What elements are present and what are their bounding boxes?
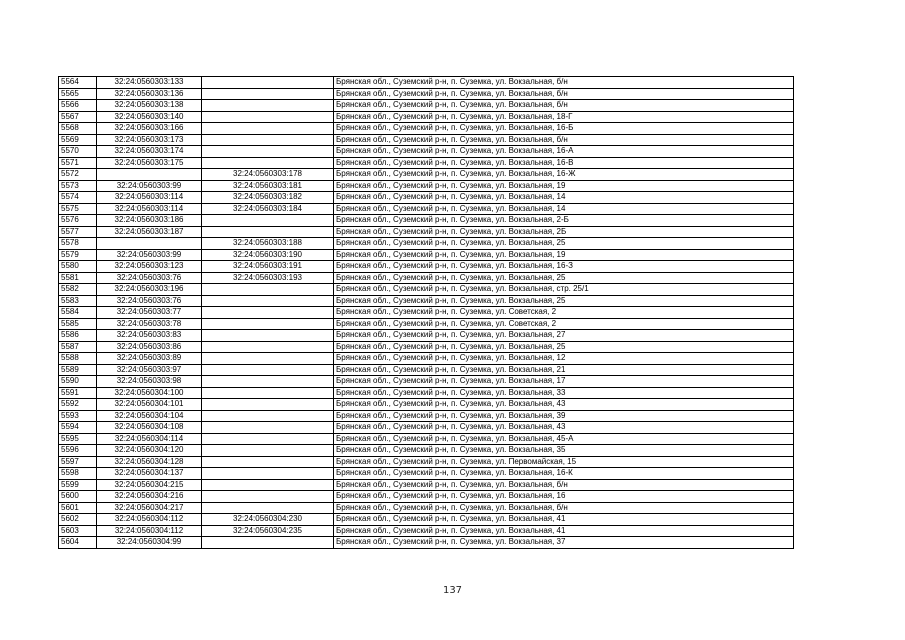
row-number-cell: 5578 — [59, 238, 97, 250]
table-row — [59, 364, 794, 376]
row-number-cell: 5592 — [59, 399, 97, 411]
table-row — [59, 445, 794, 457]
cadastral-number-cell: 32:24:0560303:186 — [97, 215, 202, 227]
address-cell: Брянская обл., Суземский р-н, п. Суземка, ул. Вокзальная, б/н — [334, 77, 794, 89]
address-cell: Брянская обл., Суземский р-н, п. Суземка, ул. Вокзальная, б/н — [334, 88, 794, 100]
linked-cadastral-number-cell — [202, 341, 334, 353]
registry-table-body — [59, 77, 794, 549]
linked-cadastral-number-cell: 32:24:0560303:184 — [202, 203, 334, 215]
row-number-cell: 5573 — [59, 180, 97, 192]
address-cell: Брянская обл., Суземский р-н, п. Суземка, ул. Вокзальная, 16-Ж — [334, 169, 794, 181]
address-cell: Брянская обл., Суземский р-н, п. Суземка, ул. Вокзальная, 25 — [334, 341, 794, 353]
address-cell: Брянская обл., Суземский р-н, п. Суземка, ул. Вокзальная, 16-А — [334, 146, 794, 158]
table-row — [59, 353, 794, 365]
cadastral-number-cell: 32:24:0560304:112 — [97, 525, 202, 537]
cadastral-number-cell: 32:24:0560303:123 — [97, 261, 202, 273]
cadastral-number-cell: 32:24:0560303:83 — [97, 330, 202, 342]
address-cell: Брянская обл., Суземский р-н, п. Суземка, ул. Вокзальная, 14 — [334, 203, 794, 215]
linked-cadastral-number-cell: 32:24:0560304:230 — [202, 514, 334, 526]
cadastral-number-cell: 32:24:0560303:196 — [97, 284, 202, 296]
row-number-cell: 5597 — [59, 456, 97, 468]
row-number-cell: 5579 — [59, 249, 97, 261]
table-row — [59, 525, 794, 537]
address-cell: Брянская обл., Суземский р-н, п. Суземка, ул. Вокзальная, 25 — [334, 272, 794, 284]
row-number-cell: 5598 — [59, 468, 97, 480]
linked-cadastral-number-cell: 32:24:0560303:191 — [202, 261, 334, 273]
address-cell: Брянская обл., Суземский р-н, п. Суземка, ул. Вокзальная, 27 — [334, 330, 794, 342]
address-cell: Брянская обл., Суземский р-н, п. Суземка, ул. Вокзальная, б/н — [334, 100, 794, 112]
row-number-cell: 5589 — [59, 364, 97, 376]
address-cell: Брянская обл., Суземский р-н, п. Суземка, ул. Вокзальная, 14 — [334, 192, 794, 204]
address-cell: Брянская обл., Суземский р-н, п. Суземка, ул. Вокзальная, 18-Г — [334, 111, 794, 123]
address-cell: Брянская обл., Суземский р-н, п. Суземка, ул. Советская, 2 — [334, 318, 794, 330]
address-cell: Брянская обл., Суземский р-н, п. Суземка, ул. Вокзальная, 43 — [334, 422, 794, 434]
cadastral-number-cell: 32:24:0560303:97 — [97, 364, 202, 376]
address-cell: Брянская обл., Суземский р-н, п. Суземка, ул. Вокзальная, 41 — [334, 525, 794, 537]
cadastral-number-cell: 32:24:0560303:136 — [97, 88, 202, 100]
linked-cadastral-number-cell — [202, 502, 334, 514]
row-number-cell: 5594 — [59, 422, 97, 434]
linked-cadastral-number-cell — [202, 157, 334, 169]
table-row — [59, 295, 794, 307]
row-number-cell: 5604 — [59, 537, 97, 549]
table-row — [59, 410, 794, 422]
cadastral-number-cell: 32:24:0560303:77 — [97, 307, 202, 319]
table-row — [59, 491, 794, 503]
address-cell: Брянская обл., Суземский р-н, п. Суземка, ул. Вокзальная, б/н — [334, 134, 794, 146]
address-cell: Брянская обл., Суземский р-н, п. Суземка, ул. Вокзальная, 17 — [334, 376, 794, 388]
address-cell: Брянская обл., Суземский р-н, п. Суземка, ул. Вокзальная, 16-К — [334, 468, 794, 480]
table-row — [59, 261, 794, 273]
cadastral-number-cell: 32:24:0560304:215 — [97, 479, 202, 491]
table-row — [59, 100, 794, 112]
address-cell: Брянская обл., Суземский р-н, п. Суземка, ул. Вокзальная, 25 — [334, 295, 794, 307]
table-row — [59, 157, 794, 169]
linked-cadastral-number-cell — [202, 226, 334, 238]
table-row — [59, 272, 794, 284]
table-row — [59, 456, 794, 468]
linked-cadastral-number-cell — [202, 77, 334, 89]
address-cell: Брянская обл., Суземский р-н, п. Суземка, ул. Вокзальная, б/н — [334, 502, 794, 514]
table-row — [59, 203, 794, 215]
cadastral-number-cell: 32:24:0560304:216 — [97, 491, 202, 503]
table-row — [59, 169, 794, 181]
table-row — [59, 180, 794, 192]
linked-cadastral-number-cell: 32:24:0560303:190 — [202, 249, 334, 261]
row-number-cell: 5602 — [59, 514, 97, 526]
table-row — [59, 77, 794, 89]
row-number-cell: 5583 — [59, 295, 97, 307]
table-row — [59, 307, 794, 319]
linked-cadastral-number-cell — [202, 111, 334, 123]
cadastral-number-cell: 32:24:0560304:108 — [97, 422, 202, 434]
linked-cadastral-number-cell — [202, 307, 334, 319]
linked-cadastral-number-cell — [202, 445, 334, 457]
table-row — [59, 318, 794, 330]
address-cell: Брянская обл., Суземский р-н, п. Суземка, ул. Первомайская, 15 — [334, 456, 794, 468]
address-cell: Брянская обл., Суземский р-н, п. Суземка, ул. Вокзальная, 21 — [334, 364, 794, 376]
linked-cadastral-number-cell — [202, 364, 334, 376]
address-cell: Брянская обл., Суземский р-н, п. Суземка, ул. Советская, 2 — [334, 307, 794, 319]
cadastral-number-cell — [97, 169, 202, 181]
cadastral-number-cell: 32:24:0560304:120 — [97, 445, 202, 457]
address-cell: Брянская обл., Суземский р-н, п. Суземка, ул. Вокзальная, 19 — [334, 180, 794, 192]
address-cell: Брянская обл., Суземский р-н, п. Суземка, ул. Вокзальная, 2Б — [334, 226, 794, 238]
row-number-cell: 5581 — [59, 272, 97, 284]
address-cell: Брянская обл., Суземский р-н, п. Суземка, ул. Вокзальная, 25 — [334, 238, 794, 250]
linked-cadastral-number-cell — [202, 479, 334, 491]
table-row — [59, 226, 794, 238]
table-row — [59, 387, 794, 399]
linked-cadastral-number-cell — [202, 491, 334, 503]
row-number-cell: 5569 — [59, 134, 97, 146]
row-number-cell: 5591 — [59, 387, 97, 399]
table-row — [59, 111, 794, 123]
row-number-cell: 5567 — [59, 111, 97, 123]
address-cell: Брянская обл., Суземский р-н, п. Суземка, ул. Вокзальная, 16-З — [334, 261, 794, 273]
linked-cadastral-number-cell — [202, 433, 334, 445]
row-number-cell: 5600 — [59, 491, 97, 503]
table-row — [59, 341, 794, 353]
table-row — [59, 215, 794, 227]
table-row — [59, 468, 794, 480]
address-cell: Брянская обл., Суземский р-н, п. Суземка, ул. Вокзальная, 16-Б — [334, 123, 794, 135]
row-number-cell: 5565 — [59, 88, 97, 100]
table-row — [59, 376, 794, 388]
cadastral-number-cell: 32:24:0560304:101 — [97, 399, 202, 411]
cadastral-number-cell: 32:24:0560303:138 — [97, 100, 202, 112]
table-row — [59, 192, 794, 204]
linked-cadastral-number-cell — [202, 330, 334, 342]
linked-cadastral-number-cell — [202, 88, 334, 100]
row-number-cell: 5588 — [59, 353, 97, 365]
cadastral-number-cell: 32:24:0560303:114 — [97, 203, 202, 215]
row-number-cell: 5601 — [59, 502, 97, 514]
address-cell: Брянская обл., Суземский р-н, п. Суземка, ул. Вокзальная, 35 — [334, 445, 794, 457]
cadastral-number-cell: 32:24:0560303:140 — [97, 111, 202, 123]
row-number-cell: 5571 — [59, 157, 97, 169]
cadastral-number-cell: 32:24:0560304:137 — [97, 468, 202, 480]
row-number-cell: 5584 — [59, 307, 97, 319]
row-number-cell: 5568 — [59, 123, 97, 135]
table-row — [59, 238, 794, 250]
linked-cadastral-number-cell — [202, 537, 334, 549]
row-number-cell: 5587 — [59, 341, 97, 353]
linked-cadastral-number-cell: 32:24:0560303:188 — [202, 238, 334, 250]
row-number-cell: 5574 — [59, 192, 97, 204]
row-number-cell: 5603 — [59, 525, 97, 537]
row-number-cell: 5593 — [59, 410, 97, 422]
linked-cadastral-number-cell: 32:24:0560303:193 — [202, 272, 334, 284]
cadastral-number-cell: 32:24:0560303:173 — [97, 134, 202, 146]
table-row — [59, 134, 794, 146]
cadastral-number-cell: 32:24:0560303:99 — [97, 249, 202, 261]
table-row — [59, 284, 794, 296]
linked-cadastral-number-cell — [202, 123, 334, 135]
row-number-cell: 5564 — [59, 77, 97, 89]
linked-cadastral-number-cell — [202, 134, 334, 146]
cadastral-number-cell: 32:24:0560303:78 — [97, 318, 202, 330]
address-cell: Брянская обл., Суземский р-н, п. Суземка, ул. Вокзальная, 41 — [334, 514, 794, 526]
address-cell: Брянская обл., Суземский р-н, п. Суземка, ул. Вокзальная, 43 — [334, 399, 794, 411]
row-number-cell: 5590 — [59, 376, 97, 388]
row-number-cell: 5585 — [59, 318, 97, 330]
cadastral-number-cell: 32:24:0560304:217 — [97, 502, 202, 514]
property-registry-table — [58, 76, 794, 549]
row-number-cell: 5566 — [59, 100, 97, 112]
linked-cadastral-number-cell — [202, 422, 334, 434]
linked-cadastral-number-cell — [202, 376, 334, 388]
cadastral-number-cell: 32:24:0560304:112 — [97, 514, 202, 526]
linked-cadastral-number-cell: 32:24:0560304:235 — [202, 525, 334, 537]
linked-cadastral-number-cell — [202, 284, 334, 296]
address-cell: Брянская обл., Суземский р-н, п. Суземка, ул. Вокзальная, 16 — [334, 491, 794, 503]
linked-cadastral-number-cell — [202, 456, 334, 468]
row-number-cell: 5576 — [59, 215, 97, 227]
table-row — [59, 399, 794, 411]
address-cell: Брянская обл., Суземский р-н, п. Суземка, ул. Вокзальная, б/н — [334, 479, 794, 491]
row-number-cell: 5572 — [59, 169, 97, 181]
address-cell: Брянская обл., Суземский р-н, п. Суземка, ул. Вокзальная, 2-Б — [334, 215, 794, 227]
table-row — [59, 537, 794, 549]
table-row — [59, 422, 794, 434]
linked-cadastral-number-cell — [202, 100, 334, 112]
cadastral-number-cell: 32:24:0560303:175 — [97, 157, 202, 169]
cadastral-number-cell: 32:24:0560304:100 — [97, 387, 202, 399]
row-number-cell: 5582 — [59, 284, 97, 296]
linked-cadastral-number-cell — [202, 399, 334, 411]
cadastral-number-cell: 32:24:0560303:76 — [97, 295, 202, 307]
table-row — [59, 330, 794, 342]
table-row — [59, 146, 794, 158]
cadastral-number-cell: 32:24:0560304:99 — [97, 537, 202, 549]
address-cell: Брянская обл., Суземский р-н, п. Суземка, ул. Вокзальная, 45-А — [334, 433, 794, 445]
cadastral-number-cell: 32:24:0560303:174 — [97, 146, 202, 158]
linked-cadastral-number-cell — [202, 215, 334, 227]
page-number: 137 — [442, 585, 463, 596]
address-cell: Брянская обл., Суземский р-н, п. Суземка, ул. Вокзальная, 39 — [334, 410, 794, 422]
linked-cadastral-number-cell — [202, 353, 334, 365]
cadastral-number-cell: 32:24:0560303:187 — [97, 226, 202, 238]
table-row — [59, 502, 794, 514]
cadastral-number-cell: 32:24:0560303:89 — [97, 353, 202, 365]
cadastral-number-cell: 32:24:0560303:166 — [97, 123, 202, 135]
cadastral-number-cell: 32:24:0560303:86 — [97, 341, 202, 353]
cadastral-number-cell: 32:24:0560303:98 — [97, 376, 202, 388]
row-number-cell: 5577 — [59, 226, 97, 238]
table-row — [59, 88, 794, 100]
address-cell: Брянская обл., Суземский р-н, п. Суземка, ул. Вокзальная, 33 — [334, 387, 794, 399]
cadastral-number-cell: 32:24:0560304:104 — [97, 410, 202, 422]
address-cell: Брянская обл., Суземский р-н, п. Суземка, ул. Вокзальная, 16-В — [334, 157, 794, 169]
address-cell: Брянская обл., Суземский р-н, п. Суземка, ул. Вокзальная, 19 — [334, 249, 794, 261]
linked-cadastral-number-cell: 32:24:0560303:178 — [202, 169, 334, 181]
cadastral-number-cell: 32:24:0560303:76 — [97, 272, 202, 284]
table-row — [59, 514, 794, 526]
linked-cadastral-number-cell: 32:24:0560303:181 — [202, 180, 334, 192]
row-number-cell: 5575 — [59, 203, 97, 215]
address-cell: Брянская обл., Суземский р-н, п. Суземка, ул. Вокзальная, стр. 25/1 — [334, 284, 794, 296]
linked-cadastral-number-cell — [202, 387, 334, 399]
row-number-cell: 5595 — [59, 433, 97, 445]
cadastral-number-cell: 32:24:0560304:114 — [97, 433, 202, 445]
cadastral-number-cell — [97, 238, 202, 250]
linked-cadastral-number-cell — [202, 468, 334, 480]
table-row — [59, 479, 794, 491]
cadastral-number-cell: 32:24:0560303:99 — [97, 180, 202, 192]
row-number-cell: 5580 — [59, 261, 97, 273]
row-number-cell: 5596 — [59, 445, 97, 457]
row-number-cell: 5570 — [59, 146, 97, 158]
address-cell: Брянская обл., Суземский р-н, п. Суземка, ул. Вокзальная, 12 — [334, 353, 794, 365]
linked-cadastral-number-cell — [202, 295, 334, 307]
linked-cadastral-number-cell — [202, 410, 334, 422]
linked-cadastral-number-cell — [202, 146, 334, 158]
row-number-cell: 5586 — [59, 330, 97, 342]
table-row — [59, 123, 794, 135]
cadastral-number-cell: 32:24:0560303:114 — [97, 192, 202, 204]
row-number-cell: 5599 — [59, 479, 97, 491]
cadastral-number-cell: 32:24:0560303:133 — [97, 77, 202, 89]
address-cell: Брянская обл., Суземский р-н, п. Суземка, ул. Вокзальная, 37 — [334, 537, 794, 549]
cadastral-number-cell: 32:24:0560304:128 — [97, 456, 202, 468]
table-row — [59, 249, 794, 261]
table-row — [59, 433, 794, 445]
linked-cadastral-number-cell — [202, 318, 334, 330]
linked-cadastral-number-cell: 32:24:0560303:182 — [202, 192, 334, 204]
